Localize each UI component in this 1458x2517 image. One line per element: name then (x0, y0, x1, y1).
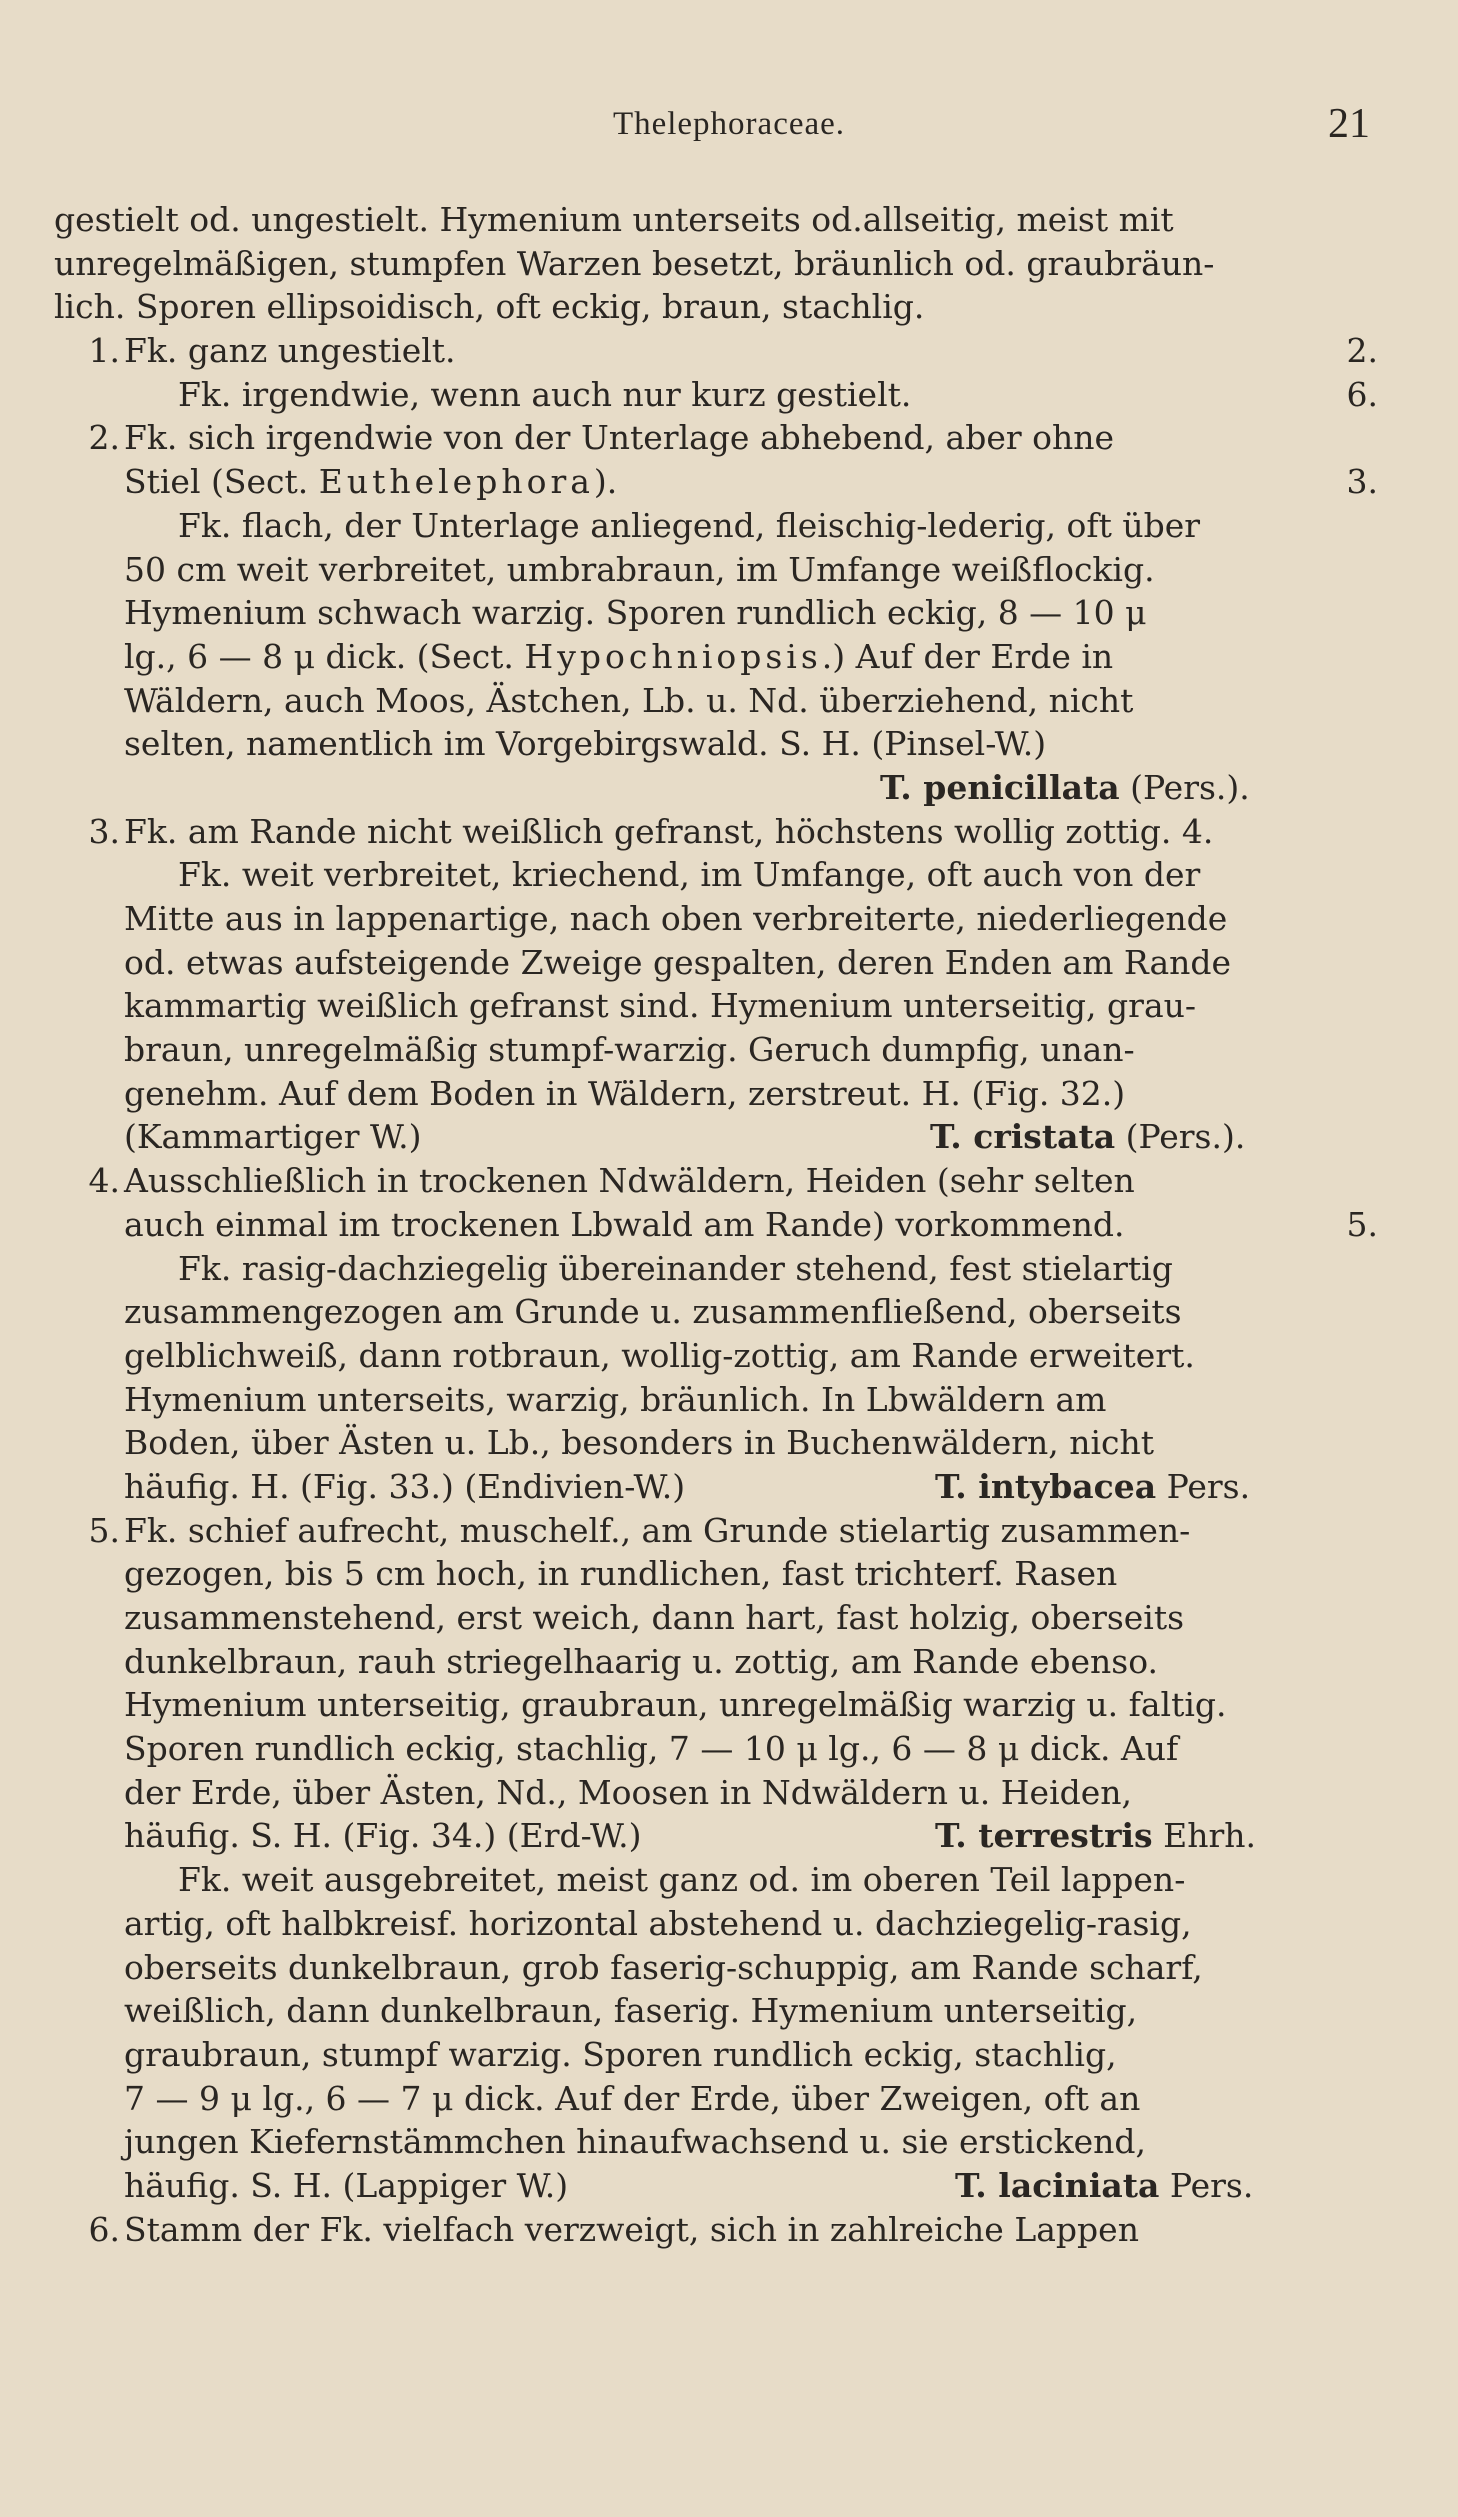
line-text (124, 1465, 685, 1509)
line-text (124, 1509, 1190, 1553)
text-line (48, 1203, 1388, 1247)
species-name (880, 766, 1250, 810)
line-text (124, 2164, 568, 2208)
page-body (48, 198, 1388, 2251)
line-text-main: Ausschließlich in trockenen Ndwäldern, Heiden (sehr selten (124, 1161, 1135, 1201)
line-text-main: Fk. am Rande nicht weißlich gefranst, höchstens wollig zottig. 4. (124, 811, 1214, 851)
text-line (48, 1902, 1388, 1946)
line-text (124, 548, 1155, 592)
line-text (178, 1858, 1185, 1902)
line-text (124, 2208, 1139, 2252)
text-line (48, 1115, 1388, 1159)
species-author: Ehrh. (1152, 1816, 1256, 1856)
text-line (48, 416, 1388, 460)
line-text (124, 1902, 1192, 1946)
page-header (0, 100, 1458, 160)
text-line (48, 810, 1388, 854)
text-line (48, 1640, 1388, 1684)
page-number: 21 (1328, 101, 1370, 147)
text-line (48, 2208, 1388, 2252)
text-line (48, 1727, 1388, 1771)
line-text (124, 1596, 1184, 1640)
section-name: Euthelephora (318, 462, 594, 502)
line-text-main: gelblichweiß, dann rotbraun, wollig-zottig, am Rande erweitert. (124, 1335, 1195, 1375)
line-text (178, 853, 1200, 897)
text-line (48, 1378, 1388, 1422)
text-line (48, 853, 1388, 897)
line-text (124, 591, 1147, 635)
key-number: 3. (88, 811, 120, 851)
text-line (48, 2033, 1388, 2077)
key-number: 1. (88, 331, 120, 371)
line-text-main: Fk. weit ausgebreitet, meist ganz od. im oberen Teil lappen- (178, 1860, 1186, 1900)
section-name: Hypochniopsis (524, 636, 822, 676)
text-line (48, 722, 1388, 766)
line-text-main: auch einmal im trockenen Lbwald am Rande) vorkommend. (124, 1204, 1125, 1244)
line-text-main: genehm. Auf dem Boden in Wäldern, zerstreut. H. (Fig. 32.) (124, 1073, 1126, 1113)
species-name (955, 2164, 1253, 2208)
line-text (178, 1247, 1173, 1291)
line-text (124, 1771, 1132, 1815)
line-text (124, 2077, 1140, 2121)
line-text (54, 242, 1214, 286)
line-text-main: lich. Sporen ellipsoidisch, oft eckig, braun, stachlig. (54, 287, 925, 327)
text-line (48, 460, 1388, 504)
line-text (124, 1640, 1158, 1684)
running-title: Thelephoraceae. (612, 106, 846, 142)
line-text-main: Fk. ganz ungestielt. (124, 331, 456, 371)
line-text-main: selten, namentlich im Vorgebirgswald. S. H. (Pinsel-W.) (124, 724, 1047, 764)
text-line (48, 548, 1388, 592)
text-line (48, 373, 1388, 417)
line-text-main: zusammenstehend, erst weich, dann hart, fast holzig, oberseits (124, 1598, 1185, 1637)
text-line (48, 2164, 1388, 2208)
line-text (124, 1989, 1137, 2033)
line-text (124, 1203, 1125, 1247)
line-text-main: graubraun, stumpf warzig. Sporen rundlich eckig, stachlig, (124, 2034, 1117, 2074)
line-text-main: 50 cm weit verbreitet, umbrabraun, im Umfange weißflockig. (124, 549, 1155, 589)
line-text-main: zusammengezogen am Grunde u. zusammenfließend, oberseits (124, 1292, 1182, 1332)
line-text-main: dunkelbraun, rauh striegelhaarig u. zottig, am Rande ebenso. (124, 1641, 1158, 1681)
line-text (124, 1290, 1182, 1334)
text-line (48, 897, 1388, 941)
line-text-main: 7 — 9 μ lg., 6 — 7 μ dick. Auf der Erde, über Zweigen, oft an (124, 2078, 1141, 2118)
line-text (124, 416, 1114, 460)
text-line (48, 1596, 1388, 1640)
species-binomial: T. cristata (930, 1117, 1116, 1157)
text-line (48, 1072, 1388, 1116)
text-line (48, 1946, 1388, 1990)
line-text (124, 460, 617, 504)
line-text (54, 285, 924, 329)
line-text-main: Mitte aus in lappenartige, nach oben verbreiterte, niederliegende (124, 899, 1228, 938)
line-text-main: artig, oft halbkreisf. horizontal abstehend u. dachziegelig-rasig, (124, 1903, 1192, 1943)
line-text-main: Hymenium unterseits, warzig, bräunlich. In Lbwäldern am (124, 1379, 1107, 1419)
line-text-main: häufig. S. H. (Lappiger W.) (124, 2165, 569, 2205)
line-text-main: Fk. weit verbreitet, kriechend, im Umfange, oft auch von der (178, 855, 1201, 895)
line-text-main: häufig. S. H. (Fig. 34.) (Erd-W.) (124, 1816, 642, 1856)
line-text-main: gestielt od. ungestielt. Hymenium unterseits od.allseitig, meist mit (54, 200, 1174, 239)
text-line (48, 242, 1388, 286)
species-author: (Pers.). (1115, 1117, 1246, 1157)
text-line (48, 2120, 1388, 2164)
line-text (124, 329, 456, 373)
line-text-main: Boden, über Ästen u. Lb., besonders in Buchenwäldern, nicht (124, 1423, 1155, 1463)
line-text (124, 1028, 1135, 1072)
text-line (48, 1858, 1388, 1902)
line-text (124, 897, 1227, 941)
line-text (124, 1727, 1178, 1771)
key-number: 6. (88, 2209, 120, 2249)
species-author: Pers. (1156, 1466, 1251, 1506)
text-line (48, 1421, 1388, 1465)
text-line (48, 1028, 1388, 1072)
key-reference: 5. (1346, 1204, 1378, 1244)
line-text-main: Fk. sich irgendwie von der Unterlage abhebend, aber ohne (124, 418, 1115, 458)
line-text-main: der Erde, über Ästen, Nd., Moosen in Ndwäldern u. Heiden, (124, 1772, 1133, 1812)
text-line (48, 1814, 1388, 1858)
text-line (48, 1683, 1388, 1727)
line-text-main: Stamm der Fk. vielfach verzweigt, sich in zahlreiche Lappen (124, 2209, 1139, 2249)
text-line (48, 285, 1388, 329)
line-text-main: weißlich, dann dunkelbraun, faserig. Hymenium unterseitig, (124, 1991, 1138, 2031)
line-text (124, 1159, 1135, 1203)
line-text-tail: .) Auf der Erde in (821, 636, 1114, 676)
line-text-main: Fk. rasig-dachziegelig übereinander stehend, fest stielartig (178, 1248, 1173, 1288)
text-line (48, 329, 1388, 373)
text-line (48, 1771, 1388, 1815)
line-text-main: Fk. schief aufrecht, muschelf., am Grunde stielartig zusammen- (124, 1510, 1191, 1550)
line-text-main: od. etwas aufsteigende Zweige gespalten, deren Enden am Rande (124, 942, 1232, 982)
line-text (124, 635, 1113, 679)
line-text-main: Stiel (Sect. (124, 462, 319, 502)
text-line (48, 635, 1388, 679)
line-text (124, 1115, 421, 1159)
text-line (48, 1159, 1388, 1203)
key-reference: 6. (1346, 374, 1378, 414)
text-line (48, 198, 1388, 242)
line-text (124, 679, 1133, 723)
line-text (124, 2033, 1117, 2077)
line-text-main: gezogen, bis 5 cm hoch, in rundlichen, fast trichterf. Rasen (124, 1554, 1118, 1594)
line-text-main: Fk. flach, der Unterlage anliegend, fleischig-lederig, oft über (178, 505, 1201, 545)
text-line (48, 766, 1388, 810)
species-name (935, 1465, 1250, 1509)
key-number: 5. (88, 1510, 120, 1550)
line-text-main: unregelmäßigen, stumpfen Warzen besetzt, bräunlich od. graubräun- (54, 243, 1215, 283)
line-text-main: Hymenium unterseitig, graubraun, unregelmäßig warzig u. faltig. (124, 1685, 1227, 1725)
line-text-main: kammartig weißlich gefranst sind. Hymenium unterseitig, grau- (124, 986, 1197, 1026)
text-line (48, 1552, 1388, 1596)
text-line (48, 679, 1388, 723)
line-text (124, 1946, 1203, 1990)
line-text (178, 504, 1200, 548)
species-binomial: T. penicillata (880, 767, 1120, 807)
line-text (124, 810, 1213, 854)
line-text (124, 2120, 1146, 2164)
line-text (124, 1378, 1106, 1422)
text-line (48, 984, 1388, 1028)
species-author: (Pers.). (1119, 767, 1250, 807)
species-author: Pers. (1159, 2165, 1254, 2205)
text-line (48, 2077, 1388, 2121)
line-text (124, 1552, 1117, 1596)
line-text-main: Wäldern, auch Moos, Ästchen, Lb. u. Nd. überziehend, nicht (124, 680, 1134, 720)
line-text-main: jungen Kiefernstämmchen hinaufwachsend u. sie erstickend, (124, 2122, 1146, 2162)
line-text-main: häufig. H. (Fig. 33.) (Endivien-W.) (124, 1466, 686, 1506)
line-text-main: Fk. irgendwie, wenn auch nur kurz gestielt. (178, 374, 912, 414)
line-text (124, 1072, 1125, 1116)
line-text (124, 1814, 641, 1858)
species-name (935, 1814, 1256, 1858)
line-text-main: Sporen rundlich eckig, stachlig, 7 — 10 μ lg., 6 — 8 μ dick. Auf (124, 1729, 1179, 1769)
text-line (48, 1247, 1388, 1291)
line-text-main: lg., 6 — 8 μ dick. (Sect. (124, 636, 525, 676)
key-number: 2. (88, 418, 120, 458)
line-text (178, 373, 911, 417)
species-name (930, 1115, 1245, 1159)
line-text (124, 1683, 1227, 1727)
line-text-main: Hymenium schwach warzig. Sporen rundlich eckig, 8 — 10 μ (124, 593, 1147, 633)
line-text (54, 198, 1174, 242)
key-reference: 2. (1346, 331, 1378, 371)
species-binomial: T. terrestris (935, 1816, 1153, 1856)
line-text-main: (Kammartiger W.) (124, 1117, 422, 1157)
line-text-main: braun, unregelmäßig stumpf-warzig. Geruch dumpfig, unan- (124, 1030, 1135, 1070)
text-line (48, 1509, 1388, 1553)
line-text (124, 984, 1196, 1028)
text-line (48, 1465, 1388, 1509)
text-line (48, 1290, 1388, 1334)
text-line (48, 1334, 1388, 1378)
line-text (124, 1421, 1154, 1465)
line-text-tail: ). (593, 462, 618, 502)
key-number: 4. (88, 1161, 120, 1201)
line-text-main: oberseits dunkelbraun, grob faserig-schuppig, am Rande scharf, (124, 1947, 1203, 1987)
line-text (124, 941, 1231, 985)
text-line (48, 591, 1388, 635)
text-line (48, 941, 1388, 985)
text-line (48, 1989, 1388, 2033)
line-text (124, 722, 1046, 766)
text-line (48, 504, 1388, 548)
species-binomial: T. intybacea (935, 1466, 1157, 1506)
species-binomial: T. laciniata (955, 2165, 1160, 2205)
key-reference: 3. (1346, 462, 1378, 502)
line-text (124, 1334, 1195, 1378)
